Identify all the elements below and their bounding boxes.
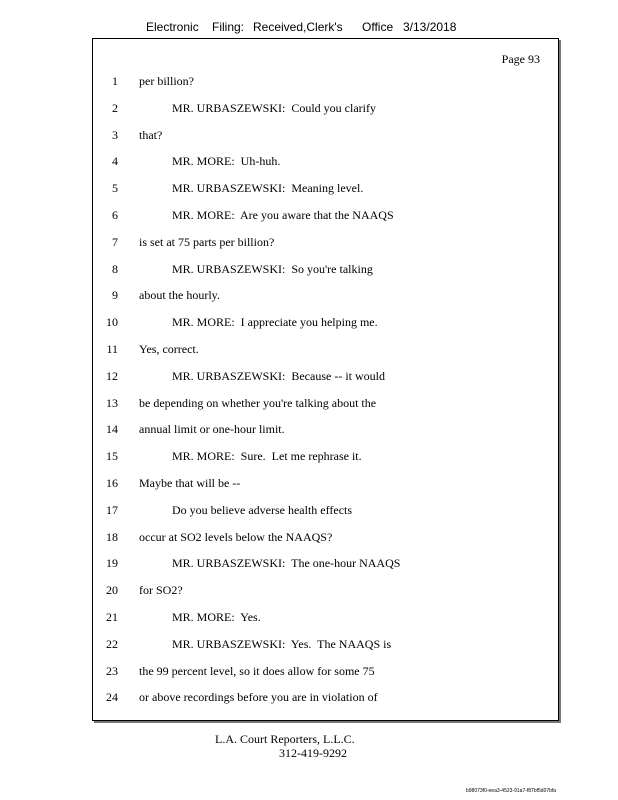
line-number: 24	[106, 690, 118, 705]
line-number: 17	[106, 502, 118, 517]
transcript-line	[93, 342, 558, 362]
line-text: about the hourly.	[139, 288, 220, 303]
line-text: per billion?	[139, 74, 194, 88]
line-number: 2	[112, 100, 118, 115]
transcript-line	[93, 690, 558, 710]
line-text: that?	[139, 127, 163, 142]
transcript-line	[93, 235, 558, 255]
line-text: MR. URBASZEWSKI: Could you clarify	[172, 100, 376, 115]
stamp-date: 3/13/2018	[403, 20, 457, 34]
line-number: 6	[112, 208, 118, 222]
transcript-line	[93, 154, 558, 174]
line-text: MR. URBASZEWSKI: Because -- it would	[172, 368, 385, 383]
transcript-line	[93, 181, 558, 201]
transcript-line	[93, 288, 558, 308]
line-text: MR. MORE: Are you aware that the NAAQS	[172, 208, 394, 222]
line-text: is set at 75 parts per billion?	[139, 234, 275, 249]
transcript-line	[93, 476, 558, 496]
transcript-line	[93, 262, 558, 282]
court-reporter-phone: 312-419-9292	[279, 746, 347, 760]
line-number: 16	[106, 476, 118, 490]
stamp-electronic: Electronic	[146, 20, 199, 34]
transcript-line	[93, 530, 558, 550]
transcript-line	[93, 101, 558, 121]
line-text: Do you believe adverse health effects	[172, 502, 353, 517]
line-text: Yes, correct.	[139, 342, 199, 356]
line-number: 23	[106, 663, 118, 678]
transcript-line	[93, 128, 558, 148]
transcript-line	[93, 74, 558, 94]
line-text: MR. MORE: I appreciate you helping me.	[172, 315, 378, 330]
transcript-line	[93, 208, 558, 228]
line-text: be depending on whether you're talking about the	[139, 395, 377, 410]
line-number: 15	[106, 449, 118, 464]
line-number: 13	[106, 395, 118, 410]
line-number: 5	[112, 181, 118, 196]
line-text: occur at SO2 levels below the NAAQS?	[139, 529, 333, 544]
line-number: 21	[106, 610, 118, 624]
stamp-filing: Filing:	[212, 20, 245, 34]
line-number: 7	[112, 234, 118, 249]
filing-stamp-header	[0, 20, 618, 38]
transcript-page	[92, 38, 559, 721]
transcript-line	[93, 449, 558, 469]
line-number: 1	[112, 74, 118, 88]
transcript-line	[93, 610, 558, 630]
transcript-line	[93, 422, 558, 442]
line-text: MR. URBASZEWSKI: So you're talking	[172, 261, 373, 276]
line-number: 9	[112, 288, 118, 303]
transcript-line	[93, 396, 558, 416]
line-number: 3	[112, 127, 118, 142]
line-number: 11	[106, 342, 118, 356]
stamp-received: Received,Clerk's	[253, 20, 343, 34]
page-number: Page 93	[501, 52, 540, 66]
transcript-line	[93, 315, 558, 335]
line-number: 22	[106, 636, 118, 651]
line-text: or above recordings before you are in violation of	[139, 690, 378, 705]
line-text: MR. URBASZEWSKI: Meaning level.	[172, 181, 364, 196]
document-id: b98073f0-eea3-4523-91a7-f87bf5d07bfa	[466, 788, 557, 794]
line-text: for SO2?	[139, 583, 183, 598]
line-text: the 99 percent level, so it does allow for some 75	[139, 663, 375, 678]
line-number: 18	[106, 529, 118, 544]
line-text: MR. MORE: Uh-huh.	[172, 154, 281, 169]
line-number: 20	[106, 583, 118, 598]
transcript-line	[93, 664, 558, 684]
line-number: 8	[112, 261, 118, 276]
line-number: 10	[106, 315, 118, 330]
line-text: annual limit or one-hour limit.	[139, 422, 285, 437]
stamp-office: Office	[362, 20, 394, 34]
transcript-line	[93, 556, 558, 576]
transcript-line	[93, 583, 558, 603]
transcript-line	[93, 503, 558, 523]
line-number: 4	[112, 154, 118, 169]
line-number: 12	[106, 368, 118, 383]
line-text: MR. URBASZEWSKI: Yes. The NAAQS is	[172, 636, 392, 651]
transcript-line	[93, 637, 558, 657]
transcript-line	[93, 369, 558, 389]
line-text: Maybe that will be --	[139, 476, 241, 490]
line-number: 14	[106, 422, 118, 437]
line-number: 19	[106, 556, 118, 571]
line-text: MR. MORE: Sure. Let me rephrase it.	[172, 449, 362, 464]
court-reporter-name: L.A. Court Reporters, L.L.C.	[215, 732, 355, 746]
line-text: MR. URBASZEWSKI: The one-hour NAAQS	[172, 556, 401, 571]
line-text: MR. MORE: Yes.	[172, 610, 261, 624]
